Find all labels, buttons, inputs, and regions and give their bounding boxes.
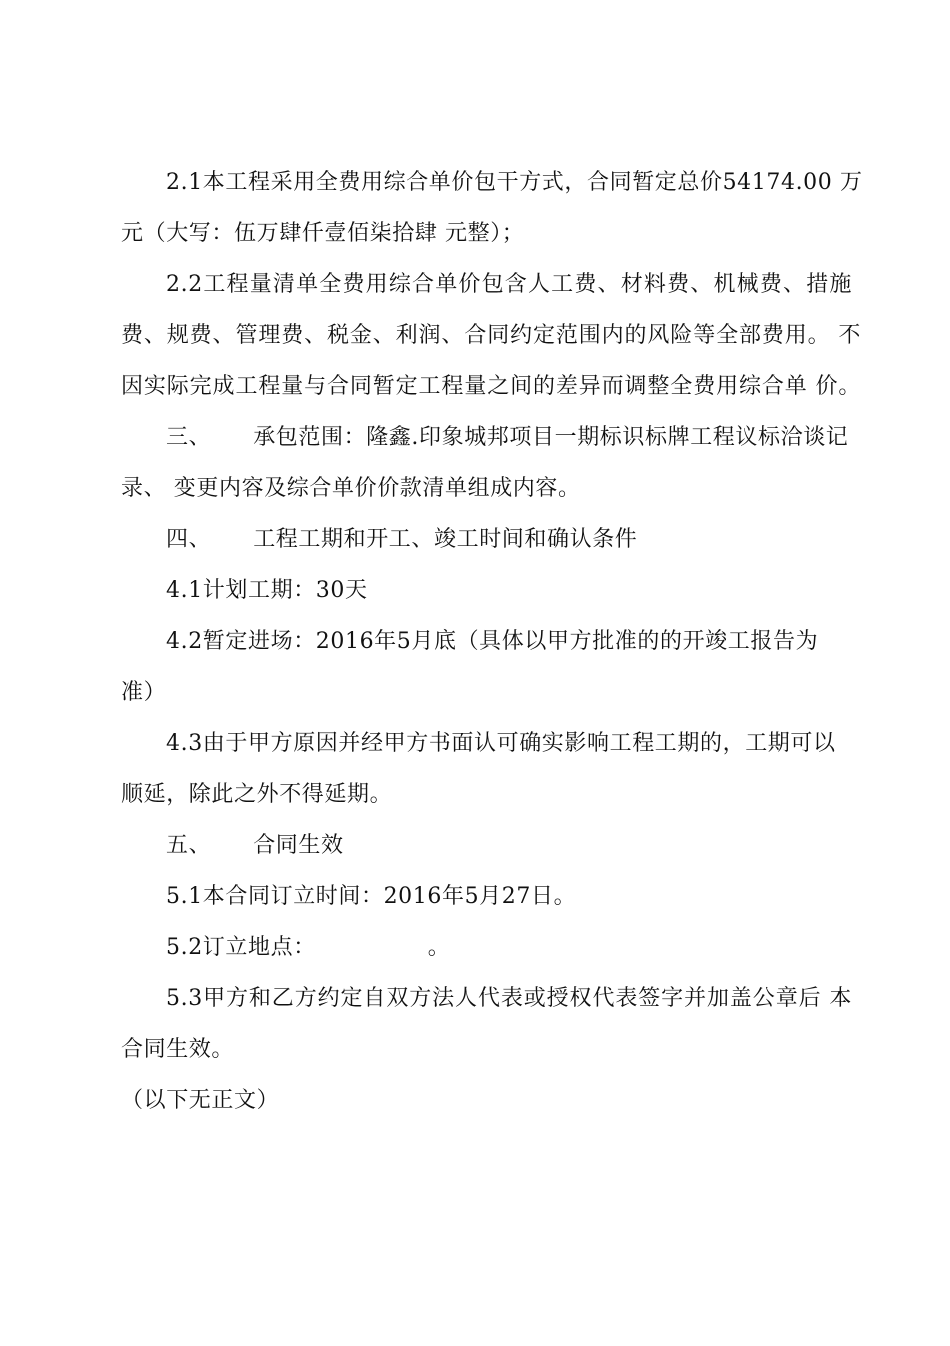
clause-5-2 bbox=[166, 933, 906, 963]
clause-4-2-line-1: 4.2暂定进场：2016年5月底（具体以甲方批准的的开竣工报告为 bbox=[166, 629, 819, 654]
section-3-heading bbox=[166, 423, 906, 453]
section-5-title: 合同生效 bbox=[253, 833, 344, 858]
clause-4-2-line-2: 准） bbox=[121, 680, 167, 705]
clause-4-3-line-2: 顺延，除此之外不得延期。 bbox=[121, 782, 393, 807]
clause-2-1-line-2: 元（大写：伍万肆仟壹佰柒拾肆 元整）； bbox=[121, 221, 525, 246]
section-3-title-line-2: 录、 变更内容及综合单价价款清单组成内容。 bbox=[121, 476, 581, 501]
clause-5-1: 5.1本合同订立时间：2016年5月27日。 bbox=[166, 884, 577, 909]
clause-5-3-line-2: 合同生效。 bbox=[121, 1037, 235, 1062]
clause-4-3-line-1: 4.3由于甲方原因并经甲方书面认可确实影响工程工期的，工期可以 bbox=[166, 731, 836, 756]
section-3-title-line-1: 承包范围：隆鑫.印象城邦项目一期标识标牌工程议标洽谈记 bbox=[253, 425, 849, 450]
section-5-heading bbox=[166, 831, 906, 861]
clause-2-2-line-3: 因实际完成工程量与合同暂定工程量之间的差异而调整全费用综合单 价。 bbox=[121, 374, 861, 399]
clause-2-2-line-2: 费、规费、管理费、税金、利润、合同约定范围内的风险等全部费用。 不 bbox=[121, 323, 861, 348]
section-4-number: 四、 bbox=[166, 527, 212, 552]
section-3-number: 三、 bbox=[166, 425, 212, 450]
clause-2-2-line-1: 2.2工程量清单全费用综合单价包含人工费、材料费、机械费、措施 bbox=[166, 272, 852, 297]
clause-5-2-label: 5.2订立地点： bbox=[166, 935, 316, 960]
clause-5-3-line-1: 5.3甲方和乙方约定自双方法人代表或授权代表签字并加盖公章后 本 bbox=[166, 986, 852, 1011]
clause-2-1-line-1: 2.1本工程采用全费用综合单价包干方式，合同暂定总价54174.00 万 bbox=[166, 170, 863, 195]
section-4-title: 工程工期和开工、竣工时间和确认条件 bbox=[253, 527, 638, 552]
section-5-number: 五、 bbox=[166, 833, 212, 858]
clause-5-2-ending: 。 bbox=[427, 935, 451, 960]
no-further-text-note: （以下无正文） bbox=[121, 1088, 280, 1113]
clause-4-1: 4.1计划工期：30天 bbox=[166, 578, 368, 603]
section-4-heading bbox=[166, 525, 906, 555]
